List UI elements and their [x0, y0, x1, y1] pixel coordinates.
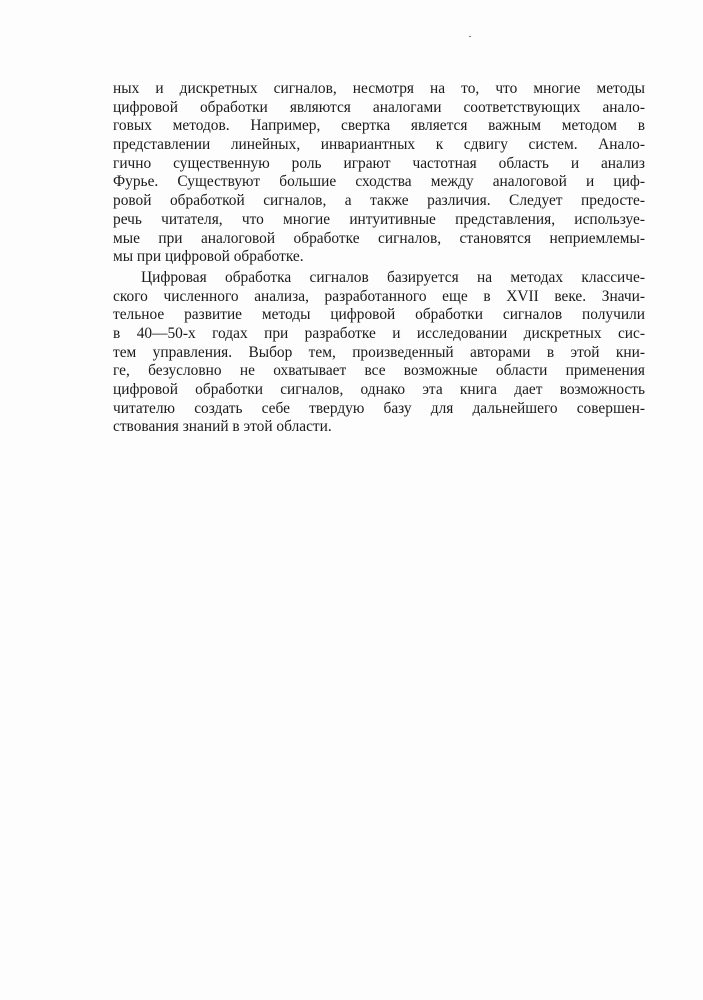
text-line: Цифровая обработка сигналов базируется на методах классиче- [141, 268, 645, 286]
text-line: цифровой обработки являются аналогами соответствующих анало- [113, 98, 645, 116]
text-line: Фурье. Существуют большие сходства между аналоговой и циф- [113, 173, 645, 191]
text-line: ных и дискретных сигналов, несмотря на то, что многие методы [113, 80, 645, 97]
text-line: ге, безусловно не охватывает все возможные области применения [113, 362, 645, 380]
paragraph-2 [113, 269, 645, 437]
text-line: ского численного анализа, разработанного еще в XVII веке. Значи- [113, 287, 645, 305]
text-line: мые при аналоговой обработке сигналов, становятся неприемлемы- [113, 229, 645, 247]
text-line: цифровой обработки сигналов, однако эта книга дает возможность [113, 381, 645, 398]
text-line: в 40—50-х годах при разработке и исследовании дискретных сис- [113, 324, 645, 342]
text-line: мы при цифровой обработке. [113, 248, 304, 266]
text-line: речь читателя, что многие интуитивные представления, используе- [113, 210, 645, 228]
text-line: ровой обработкой сигналов, а также различия. Следует предосте- [113, 192, 645, 210]
text-line: гично существенную роль играют частотная область и анализ [113, 154, 645, 172]
paragraph-1 [113, 80, 645, 267]
body-text [113, 80, 645, 437]
text-line: тельное развитие методы цифровой обработки сигналов получили [113, 306, 645, 324]
text-line: говых методов. Например, свертка является важным методом в [113, 117, 645, 135]
text-line: представлении линейных, инвариантных к сдвигу систем. Анало- [113, 136, 645, 154]
text-line: читателю создать себе твердую базу для дальнейшего совершен- [113, 399, 645, 417]
text-line: тем управления. Выбор тем, произведенный авторами в этой кни- [113, 343, 645, 361]
text-line: ствования знаний в этой области. [113, 418, 332, 436]
scan-speck [469, 36, 471, 37]
